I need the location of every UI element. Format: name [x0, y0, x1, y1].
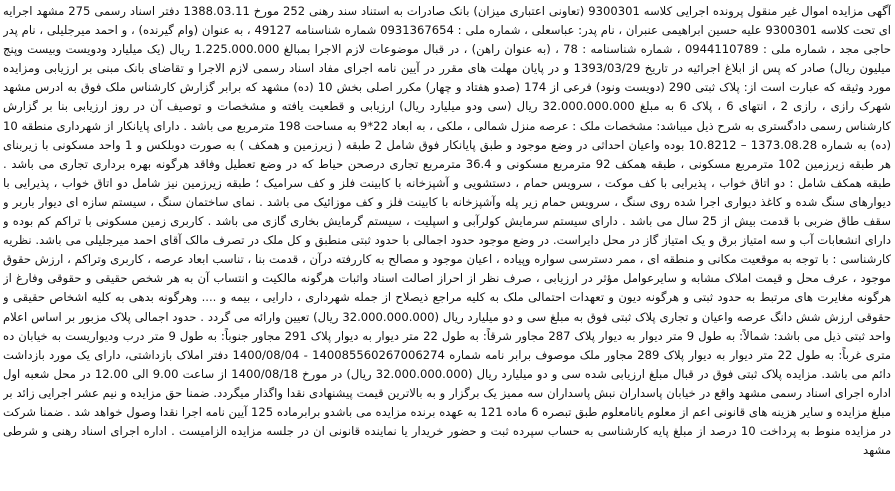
auction-notice-text: آگهی مزایده اموال غیر منقول پرونده اجرایی کلاسه 9300301 (تعاونی اعتباری میزان) بانک صادرات به استناد سند رهنی 252 مورخ 1388.03.11 دفتر اسناد رسمی 275 مشهد اجرایه ای تحت کلاسه 9300301 علیه حسین ابراهیمی عنبران ، نام پدر: عباسعلی ، شماره ملی : 0931367654 شماره شناسنامه 49127 ، به عنوان (وام گیرنده) ، و احمد میرجلیلی ، نام پدر حاجی مجد ، شماره ملی : 0944110789 ، شماره شناسنامه : 78 ، (به عنوان راهن) ، در قبال موضوعات لازم الاجرا بمبالغ 1.225.000.000 ریال (یک میلیارد ودویست وبیست وپنج میلیون ریال) صادر که پس از ابلاغ اجرائیه در تاریخ 1393/03/29 و در پایان مهلت های مقرر در آیین نامه اجرای مفاد اسناد رسمی لازم الاجرا و تقاضای بانک مبنی بر ارزیابی ومزایده مورد وثیقه که عبارت است از: پلاک ثبتی 290 (دویست ونود) فرعی از 174 (صدو هفتاد و چهار) مکرر اصلی بخش 10 (ده) مشهد که برابر گزارش کارشناس ملک فوق به ادرس مشهد شهرک رازی ، رازی 2 ، انتهای 6 ، پلاک 6 به مبلغ 32.000.000.000 ریال (سی ودو میلیارد ریال) ارزیابی و قطعیت یافته و مشخصات و توصیف آن در روز ارزیابی بنا بر گزارش کارشناس رسمی دادگستری به شرح ذیل میباشد: مشخصات ملک : عرصه منزل شمالی ، ملکی ، به ابعاد 22*9 به مساحت 198 مترمربع می باشد . دارای پایانکار از شهرداری منطقه 10 (ده) به شماره 1373.08.28 – 10.8212 بوده واعیان احداثی در وضع موجود و طبق پایانکار فوق شامل 2 طبقه ( زیرزمین و همکف ) به صورت دوبلکس و 1 واحد مسکونی با زیربنای هر طبقه زیرزمین 102 مترمربع مسکونی ، طبقه همکف 92 مترمربع مسکونی و 36.4 مترمربع تجاری درصحن حیاط که در وضع تعطیل وفاقد هرگونه بهره برداری تجاری می باشد . طبقه همکف شامل : دو اتاق خواب ، پذیرایی با کف موکت ، سرویس حمام ، دستشویی و آشپزخانه با کابینت فلز و کف سرامیک ؛ طبقه زیرزمین نیز شامل دو اتاق خواب ، پذیرایی با دیوارهای سنگ شده و کاغذ دیواری اجرا شده روی سنگ ، سرویس حمام زیر پله وآشپزخانه با کابینت فلز و کف موزائیک می باشد . نمای ساختمان سنگ ، سیستم سازه ای دیوار باربر و سقف طاق ضربی با قدمت بیش از 25 سال می باشد . دارای سیستم سرمایش کولرآبی و اسپلیت ، سیستم گرمایش بخاری گازی می باشد . کاربری زمین مسکونی با تراکم کم بوده و دارای انشعابات آب و سه امتیاز برق و یک امتیاز گاز در محل دایراست. در وضع موجود حدود اجمالی با حدود ثبتی منطبق و کل ملک در تصرف مالک آقای احمد میرجلیلی می باشد. نظریه کارشناسی : با توجه به موقعیت مکانی و منطقه ای ، ممر دسترسی سواره وپیاده ، اعیان موجود و مصالح به کاررفته درآن ، قدمت بنا ، تناسب ابعاد عرصه ، کاربری وتراکم ، ارزش حقوق موجود ، عرف محل و قیمت املاک مشابه و سایرعوامل مؤثر در ارزیابی ، صرف نظر از احراز اصالت اسناد واثبات هرگونه مالکیت و انتساب آن به هر شخص حقیقی و حقوقی وفارغ از هرگونه مغایرت های مرتبط به حدود ثبتی و هرگونه دیون و تعهدات احتمالی ملک به کلیه مراجع ذیصلاح از جمله شهرداری ، دارایی ، بیمه و .... وهرگونه بدهی به کلیه اشخاص حقیقی و حقوقی ارزش شش دانگ عرصه واعیان و تجاری پلاک ثبتی فوق به مبلغ سی و دو میلیارد ریال (32.000.000.000 ریال) تعیین وارائه می گردد . حدود اجمالی پلاک مزبور بر اساس اعلام واحد ثبتی ذیل می باشد: شمالاً: به طول 9 متر دیوار به دیوار پلاک 287 مجاور شرقاً: به طول 22 متر دیوار به دیوار پلاک 291 مجاور جنوباً: به طول 9 متر درب ودیواریست به خیابان ده متری غرباً: به طول 22 متر دیوار به دیوار پلاک 289 مجاور ملک موصوف برابر نامه شماره 140085560267006274 - 1400/08/04 دفتر املاک بازداشتی، دارای یک مورد بازداشت دائم می باشد. مزایده پلاک ثبتی فوق در قبال مبلغ ارزیابی شده سی و دو میلیارد ریال (32.000.000.000 ریال) در مورخ 1400/08/18 از ساعت 9.00 الی 12.00 در محل شعبه اول اداره اجرای اسناد رسمی مشهد واقع در خیابان پاسداران نبش پاسداران سه ممیز یک برگزار و به بالاترین قیمت پیشنهادی نقدا واگذار میگردد. ضمنا حق مزایده و نیم عشر اجرایی زائد بر مبلغ مزایده و سایر هزینه های قانونی اعم از معلوم یانامعلوم طبق تبصره 6 ماده 121 به عهده برنده مزایده می باشدو برابرماده 125 آیین نامه اجرا نقدا وصول خواهد شد . ضمنا شرکت در مزایده منوط به پرداخت 10 درصد از مبلغ پایه کارشناسی به حساب سپرده ثبت و حضور خریدار یا نماینده قانونی ان در جلسه مزایده الزامیست . اداره اجرای اسناد رهنی و شرطی مشهد: [3, 4, 891, 458]
